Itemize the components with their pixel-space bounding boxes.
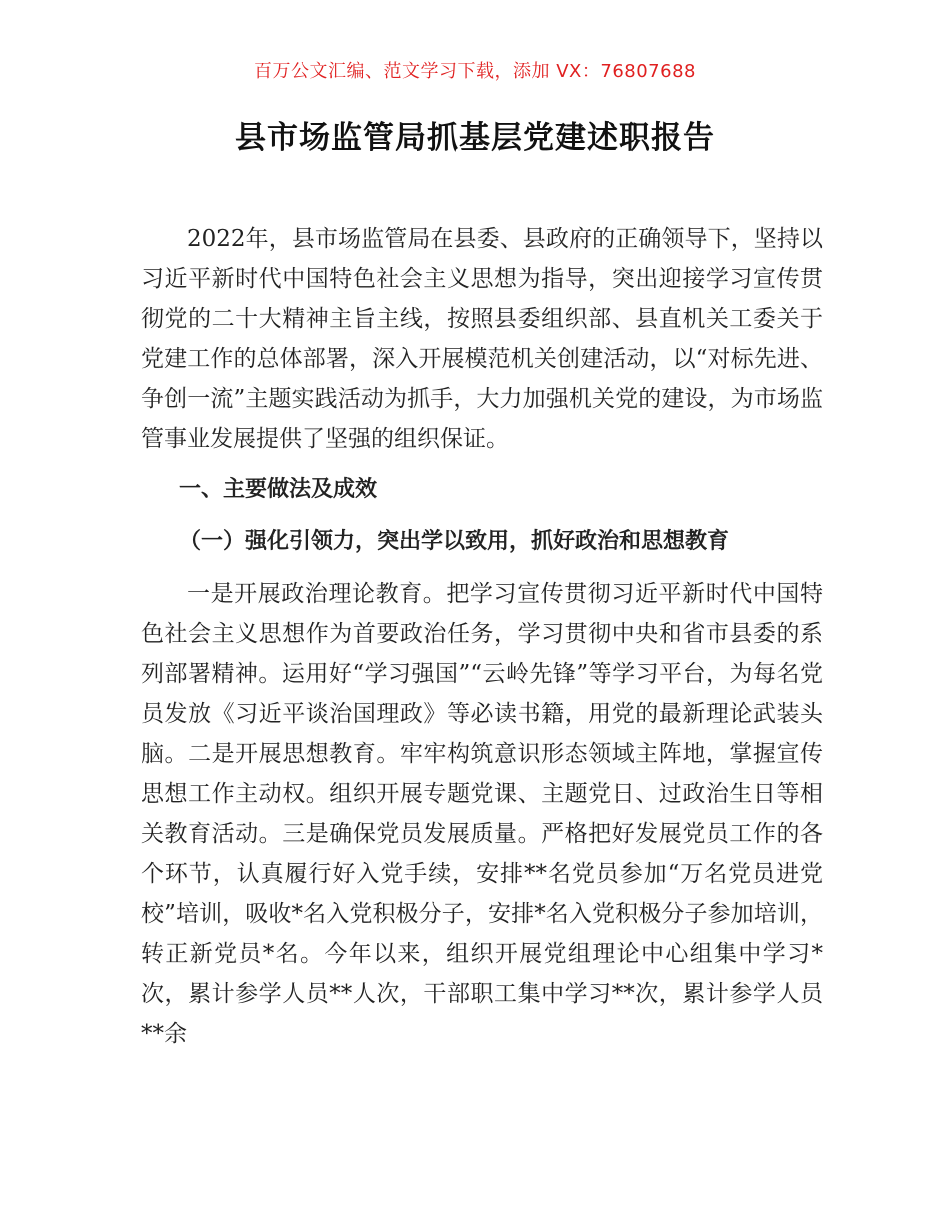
- watermark-banner: 百万公文汇编、范文学习下载，添加 VX：76807688: [254, 61, 696, 82]
- document-title: 县市场监管局抓基层党建述职报告: [235, 120, 715, 156]
- section-heading: 一、主要做法及成效: [179, 477, 378, 502]
- subsection-heading: （一）强化引领力，突出学以致用，抓好政治和思想教育: [179, 529, 730, 554]
- intro-paragraph: 2022年，县市场监管局在县委、县政府的正确领导下，坚持以习近平新时代中国特色社会主义思想为指导，突出迎接学习宣传贯彻党的二十大精神主旨主线，按照县委组织部、县直机关工委关于党建工作的总体部署，深入开展模范机关创建活动，以“对标先进、争创一流”主题实践活动为抓手，大力加强机关党的建设，为市场监管事业发展提供了坚强的组织保证。: [141, 226, 823, 452]
- body-paragraph: 一是开展政治理论教育。把学习宣传贯彻习近平新时代中国特色社会主义思想作为首要政治任务，学习贯彻中央和省市县委的系列部署精神。运用好“学习强国”“云岭先锋”等学习平台，为每名党员发放《习近平谈治国理政》等必读书籍，用党的最新理论武装头脑。二是开展思想教育。牢牢构筑意识形态领域主阵地，掌握宣传思想工作主动权。组织开展专题党课、主题党日、过政治生日等相关教育活动。三是确保党员发展质量。严格把好发展党员工作的各个环节，认真履行好入党手续，安排**名党员参加“万名党员进党校”培训，吸收*名入党积极分子，安排*名入党积极分子参加培训，转正新党员*名。今年以来，组织开展党组理论中心组集中学习*次，累计参学人员**人次，干部职工集中学习**次，累计参学人员**余: [141, 581, 823, 1047]
